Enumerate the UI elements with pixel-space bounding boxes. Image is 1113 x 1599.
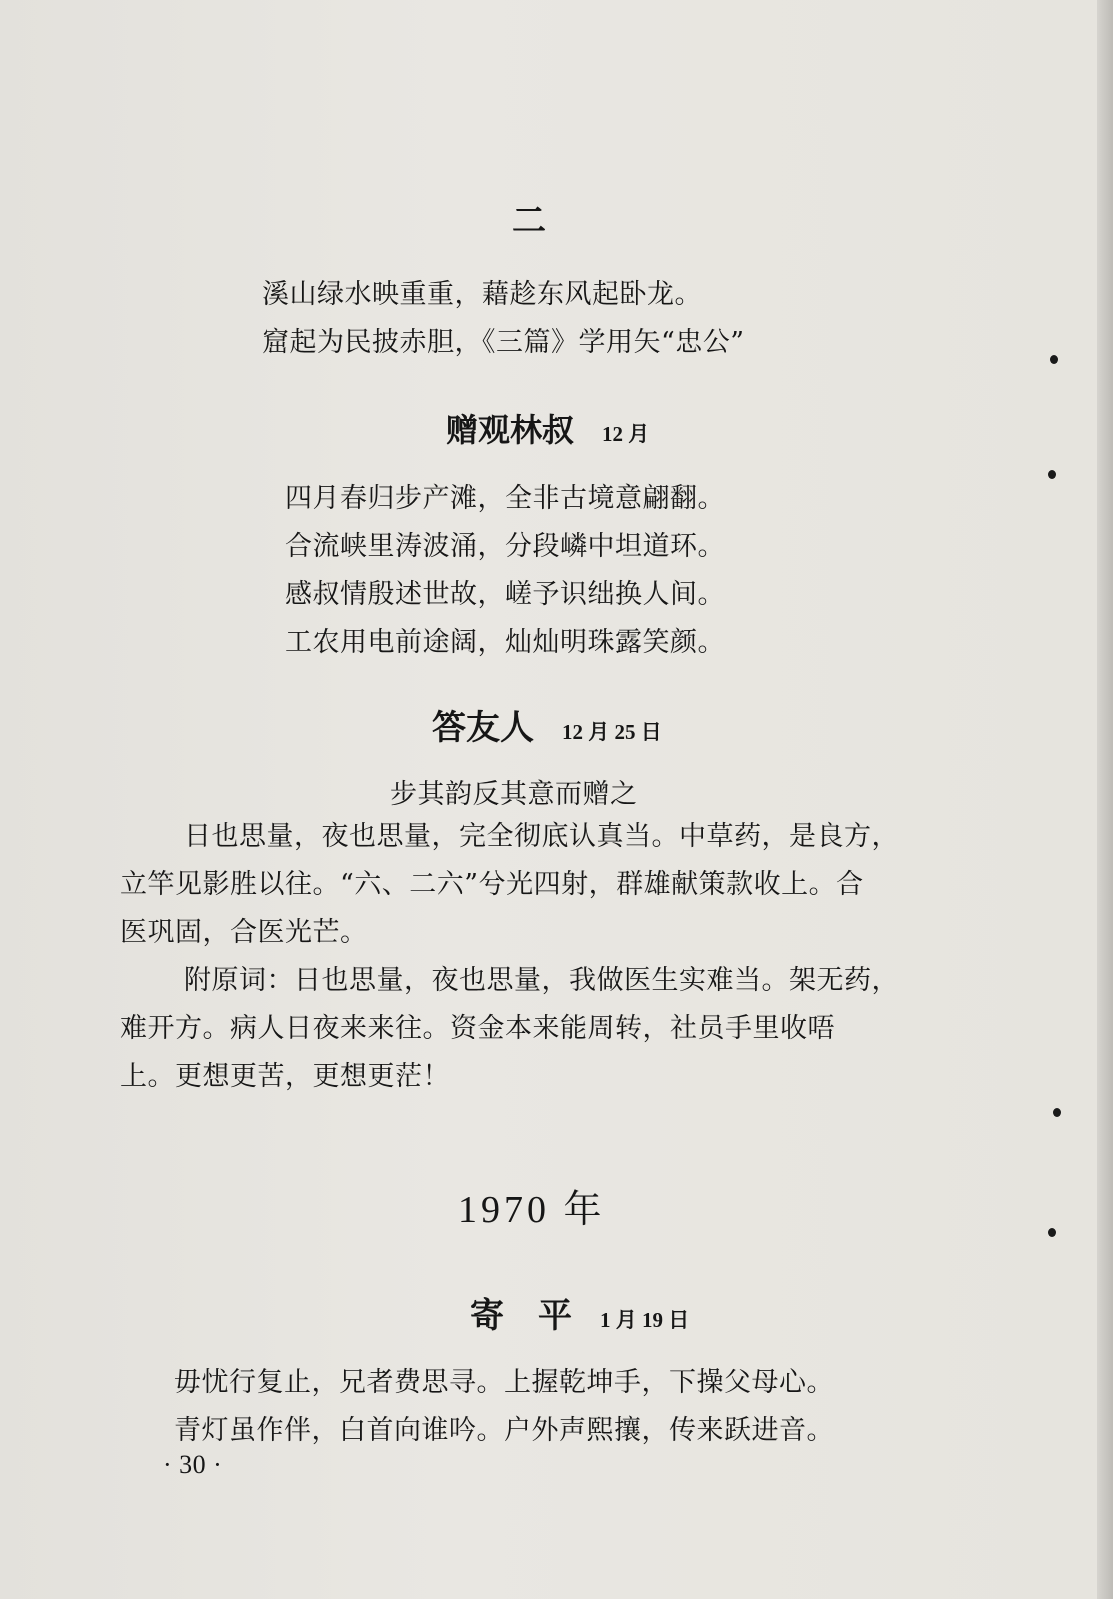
poem-title — [470, 1288, 689, 1337]
poem-line: 青灯虽作伴，白首向谁吟。户外声熙攘，传来跃进音。 — [174, 1415, 834, 1446]
note-line: 上。更想更苦，更想更茫！ — [120, 1061, 450, 1092]
binding-hole — [1048, 1228, 1056, 1237]
prose-line: 医巩固，合医光芒。 — [120, 917, 368, 948]
year-heading: 1970 年 — [458, 1189, 606, 1231]
poem-title — [432, 700, 662, 749]
poem-line: 合流峡里涛波涌，分段嶙中坦道环。 — [285, 531, 725, 562]
binding-hole — [1050, 355, 1058, 364]
poem-line: 窟起为民披赤胆，《三篇》学用矢“忠公” — [262, 327, 745, 358]
poem-date: 12 月 25 日 — [562, 720, 662, 744]
poem-subtitle: 步其韵反其意而赠之 — [390, 779, 638, 810]
binding-hole — [1053, 1108, 1061, 1117]
poem-line: 溪山绿水映重重，藉趁东风起卧龙。 — [262, 279, 702, 310]
poem-section-number: 二 — [512, 201, 546, 241]
poem-title-text: 寄 平 — [470, 1296, 572, 1336]
poem-line: 四月春归步产滩，全非古境意翩翻。 — [285, 483, 725, 514]
poem-date: 1 月 19 日 — [600, 1308, 690, 1332]
poem-line: 感叔情殷述世故，嵯予识绌换人间。 — [285, 579, 725, 610]
page-edge — [1097, 0, 1113, 1599]
poem-title-text: 答友人 — [432, 708, 534, 748]
page-number: · 30 · — [163, 1450, 223, 1479]
note-line: 附原词：日也思量，夜也思量，我做医生实难当。架无药， — [184, 965, 899, 996]
prose-line: 立竿见影胜以往。“六、二六”兮光四射，群雄献策款收上。合 — [120, 869, 864, 900]
note-line: 难开方。病人日夜来来往。资金本来能周转，社员手里收唔 — [120, 1013, 835, 1044]
binding-hole — [1048, 470, 1056, 479]
prose-line: 日也思量，夜也思量，完全彻底认真当。中草药，是良方， — [184, 821, 899, 852]
poem-title — [446, 405, 649, 451]
poem-date: 12 月 — [602, 422, 650, 446]
poem-line: 工农用电前途阔，灿灿明珠露笑颜。 — [285, 627, 725, 658]
poem-title-text: 赠观林叔 — [446, 411, 575, 449]
poem-line: 毋忧行复止，兄者费思寻。上握乾坤手，下操父母心。 — [174, 1367, 834, 1398]
